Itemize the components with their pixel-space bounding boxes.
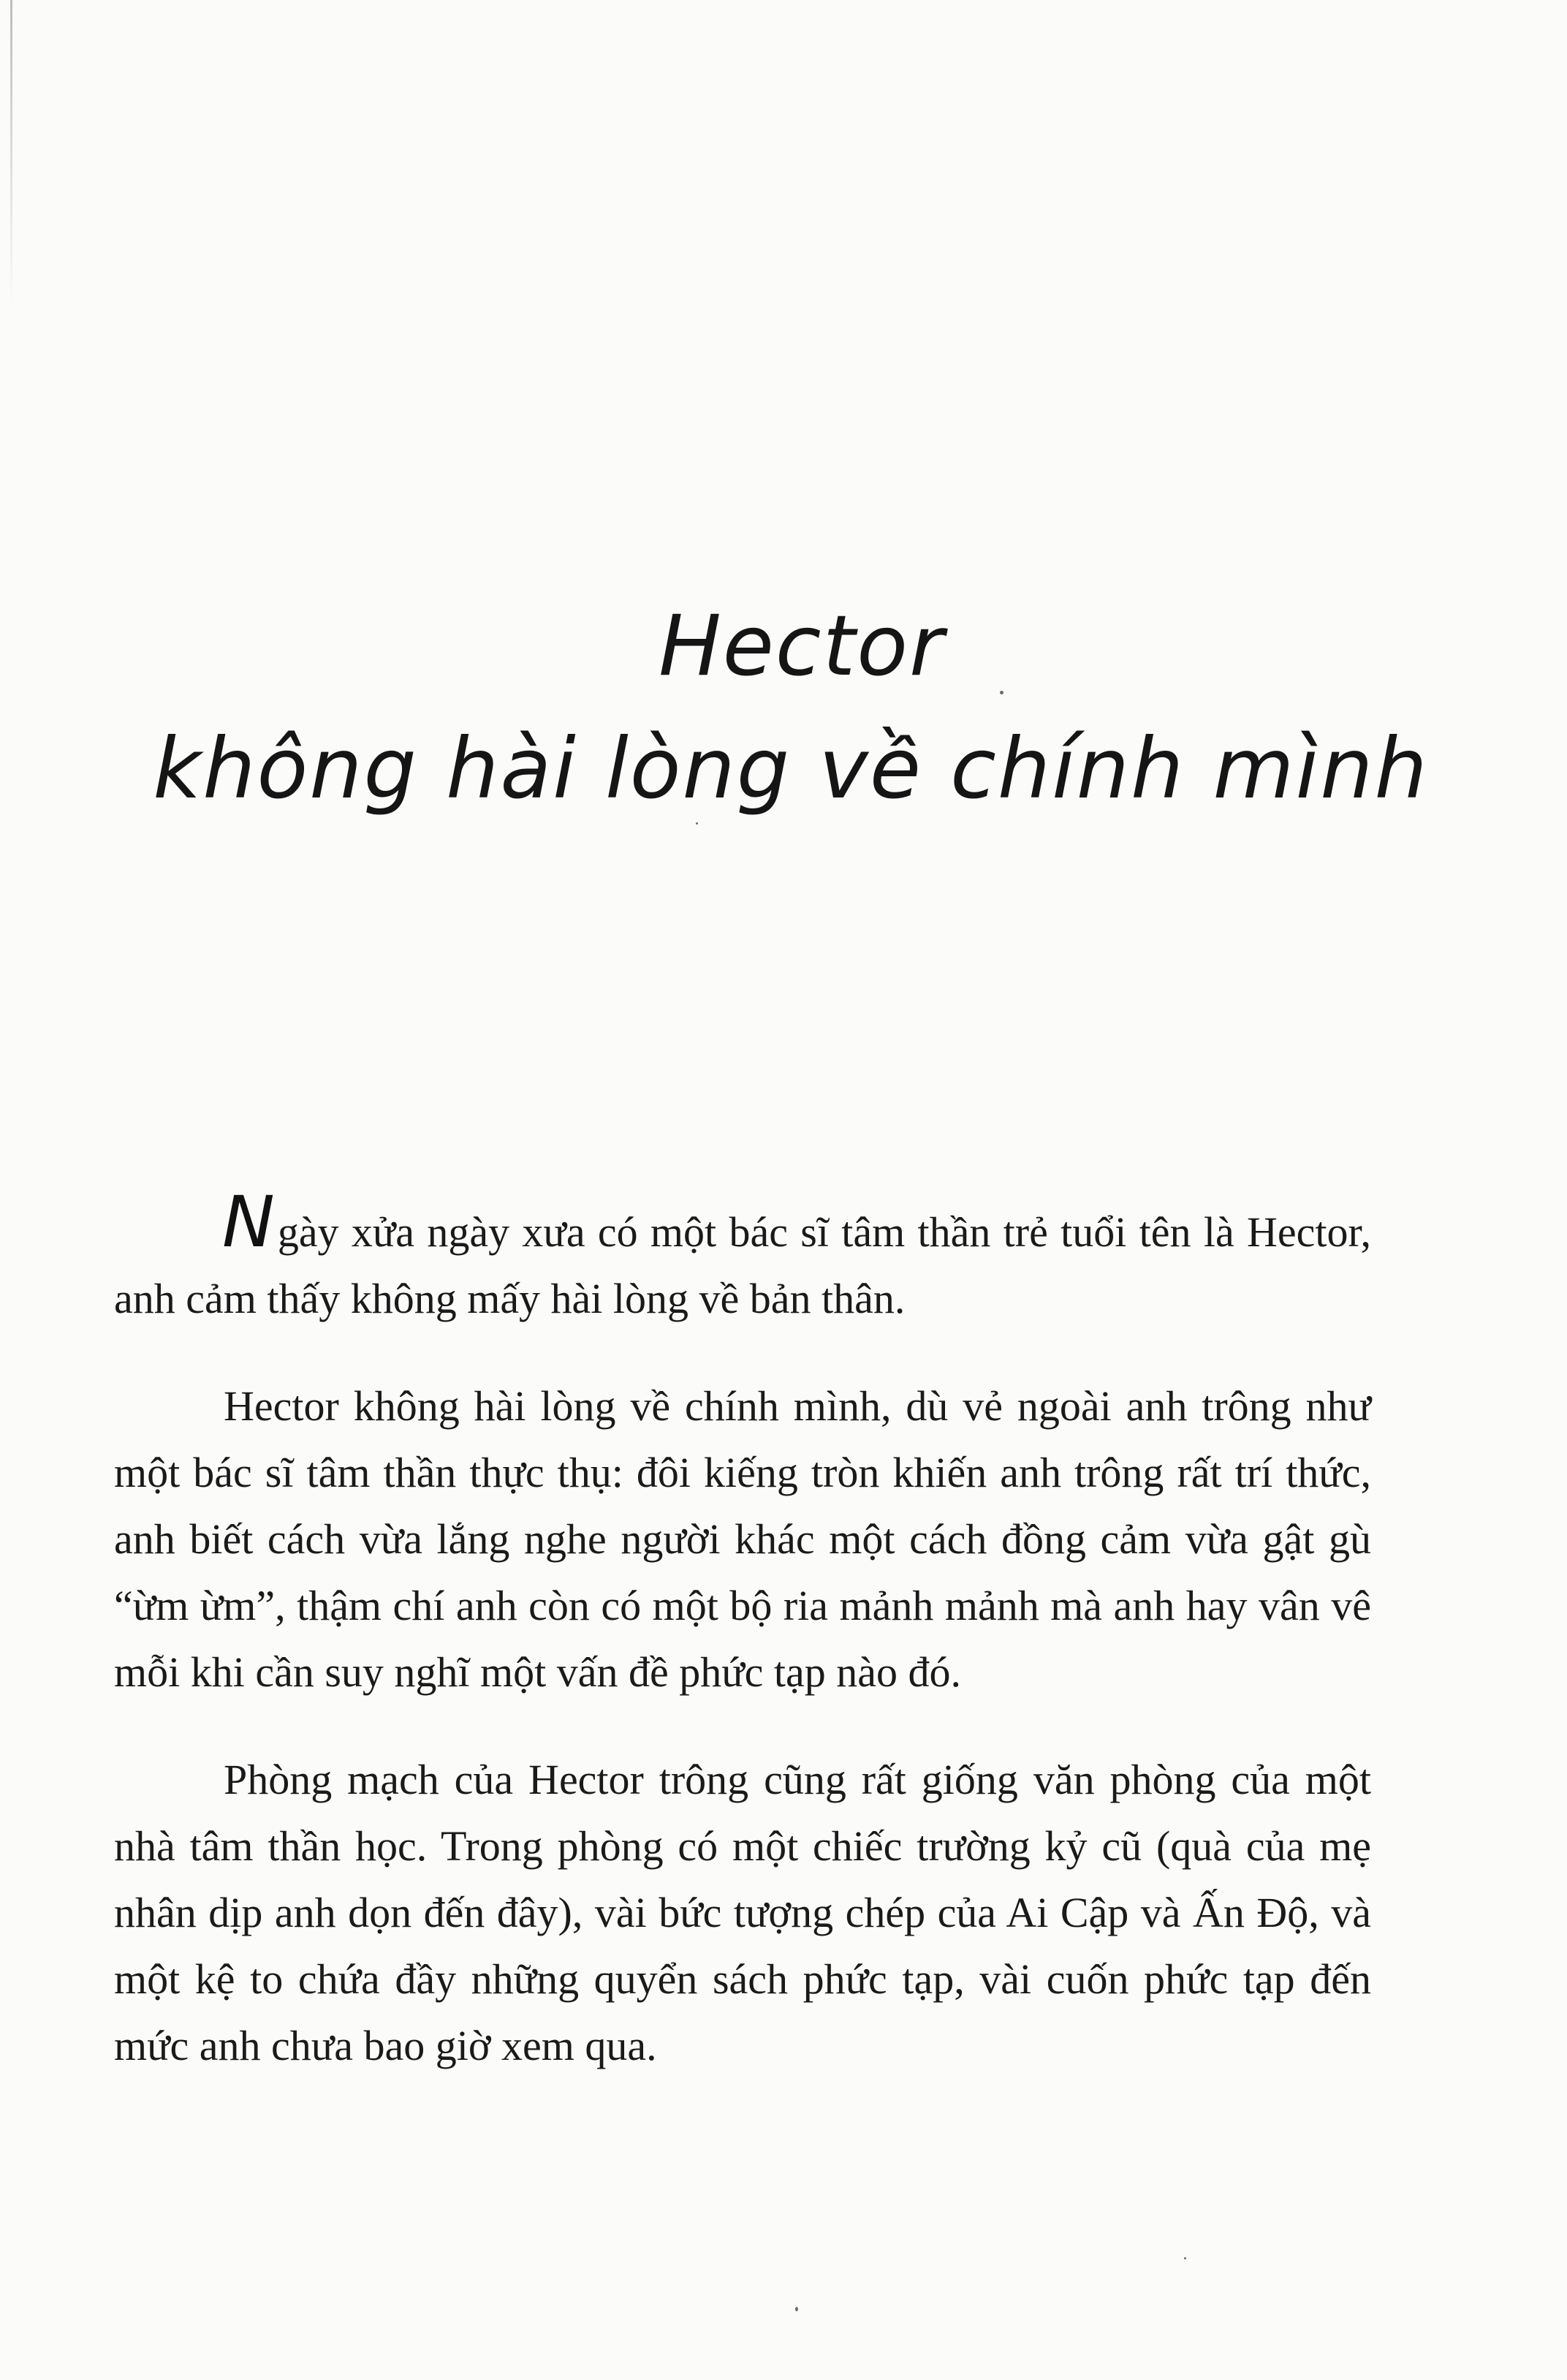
paragraph-1-text: gày xửa ngày xưa có một bác sĩ tâm thần trẻ tuổi tên là Hector, anh cảm thấy không mấy hài lòng về bản thân. <box>114 1208 1371 1322</box>
page-edge-line <box>10 0 12 307</box>
drop-cap-letter: N <box>222 1181 275 1263</box>
body-text <box>114 1181 1371 2120</box>
paper-speck <box>1184 2257 1186 2259</box>
chapter-title-line-2: không hài lòng về chính mình <box>153 720 1429 817</box>
paragraph-3: Phòng mạch của Hector trông cũng rất giống văn phòng của một nhà tâm thần học. Trong phòng có một chiếc trường kỷ cũ (quà của mẹ nhân dịp anh dọn đến đây), vài bức tượng chép của Ai Cập và Ấn Độ, và một kệ to chứa đầy những quyển sách phức tạp, vài cuốn phức tạp đến mức anh chưa bao giờ xem qua. <box>114 1756 1371 2069</box>
paper-speck <box>795 2307 798 2311</box>
chapter-title-line-1: Hector <box>659 597 945 694</box>
paper-speck <box>696 822 698 825</box>
paragraph-2: Hector không hài lòng về chính mình, dù vẻ ngoài anh trông như một bác sĩ tâm thần thực thụ: đôi kiếng tròn khiến anh trông rất trí thức, anh biết cách vừa lắng nghe người khác một cách đồng cảm vừa gật gù “ừm ừm”, thậm chí anh còn có một bộ ria mảnh mảnh mà anh hay vân vê mỗi khi cần suy nghĩ một vấn đề phức tạp nào đó. <box>114 1382 1371 1696</box>
paragraph-1 <box>114 1181 1371 1332</box>
paper-speck <box>1000 691 1003 694</box>
chapter-title <box>0 585 1567 830</box>
